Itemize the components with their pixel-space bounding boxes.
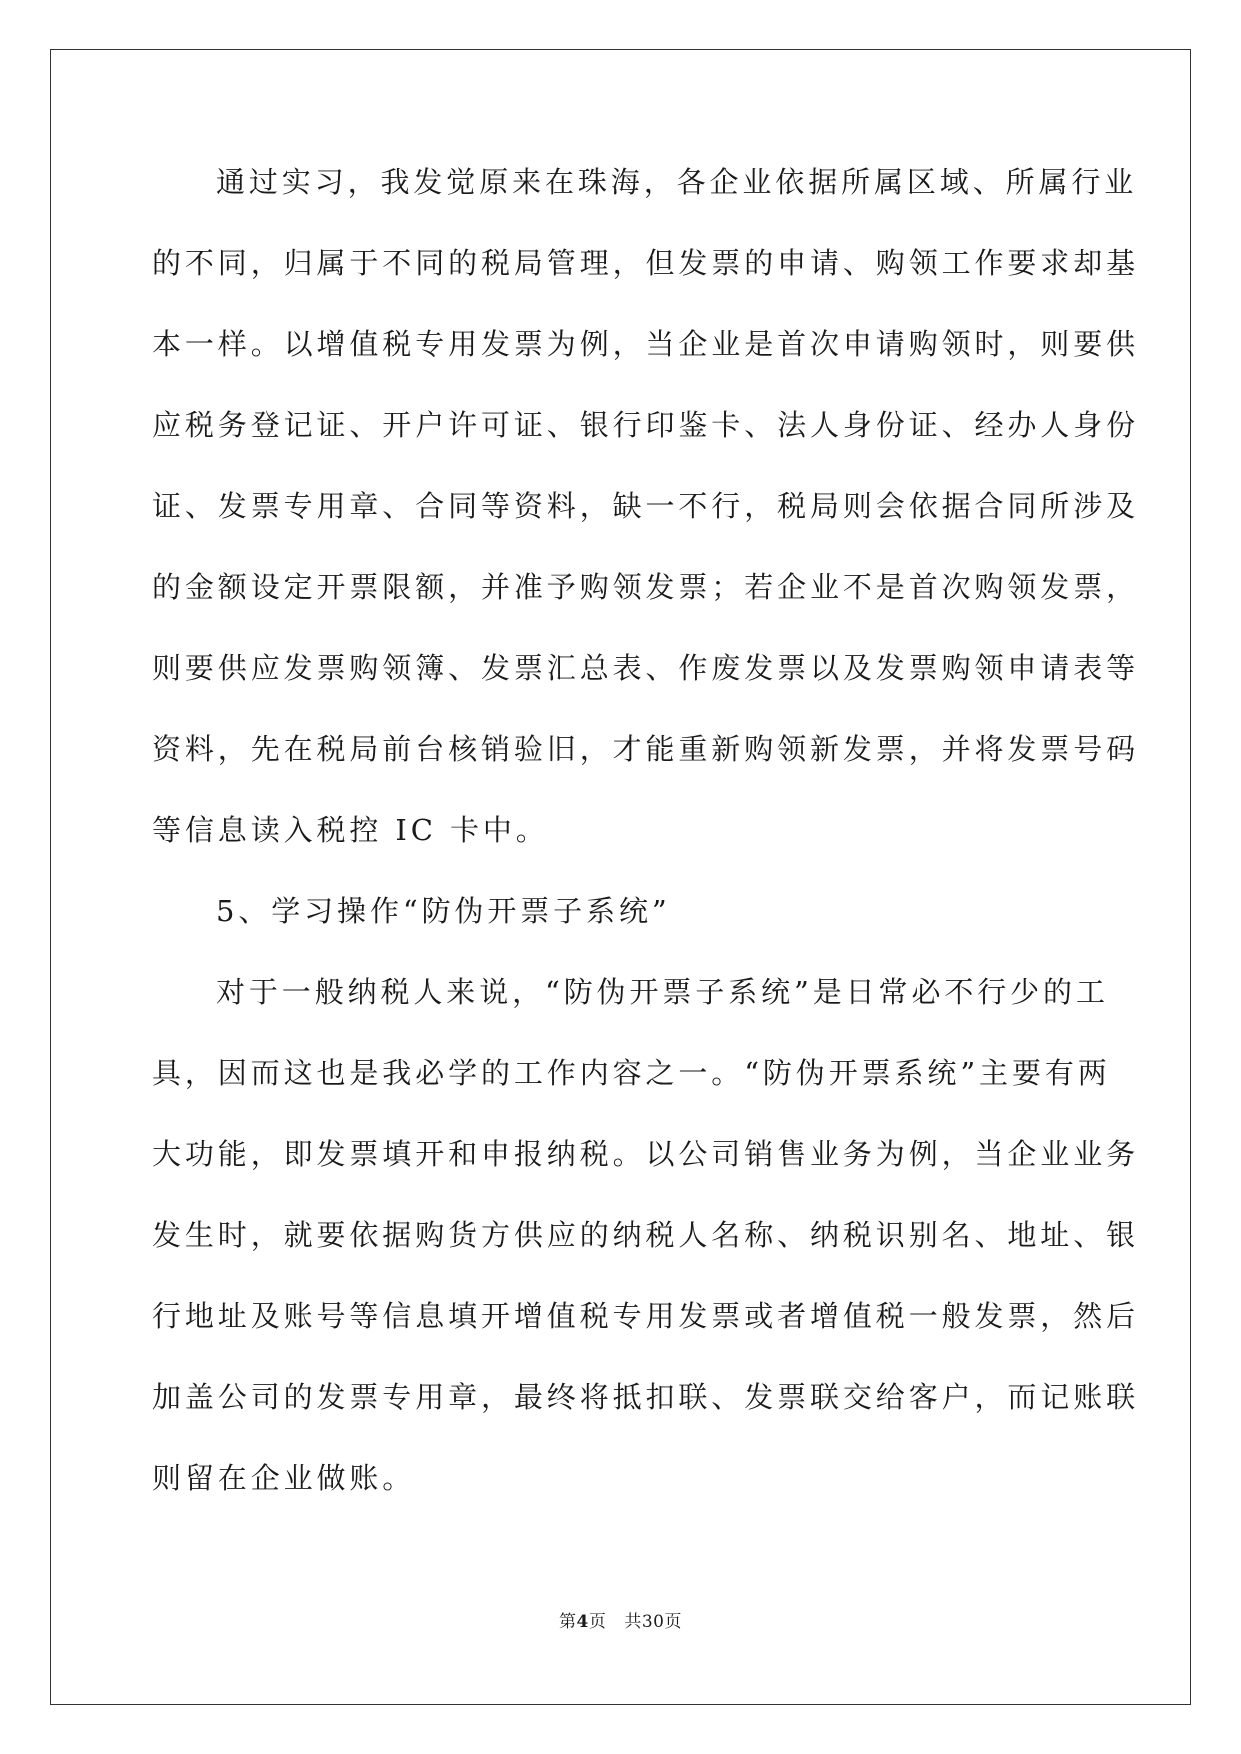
section-heading: 5、学习操作“防伪开票子系统”: [216, 894, 671, 928]
paragraph-line: 行地址及账号等信息填开增值税专用发票或者增值税一般发票，然后: [152, 1299, 1140, 1333]
paragraph-line: 资料，先在税局前台核销验旧，才能重新购领新发票，并将发票号码: [152, 732, 1140, 766]
page-number: 4: [576, 1612, 589, 1632]
paragraph-line: 证、发票专用章、合同等资料，缺一不行，税局则会依据合同所涉及: [152, 489, 1140, 523]
paragraph-line: 大功能，即发票填开和申报纳税。以公司销售业务为例，当企业业务: [152, 1137, 1140, 1171]
page-prefix: 第: [559, 1612, 577, 1632]
paragraph-line: 本一样。以增值税专用发票为例，当企业是首次申请购领时，则要供: [152, 327, 1140, 361]
page-footer: [0, 1611, 1241, 1633]
paragraph-line: 具，因而这也是我必学的工作内容之一。“防伪开票系统”主要有两: [152, 1056, 1111, 1090]
paragraph-line: 对于一般纳税人来说，“防伪开票子系统”是日常必不行少的工: [216, 975, 1109, 1009]
paragraph-line: 应税务登记证、开户许可证、银行印鉴卡、法人身份证、经办人身份: [152, 408, 1140, 442]
paragraph-line: 的不同，归属于不同的税局管理，但发票的申请、购领工作要求却基: [152, 246, 1140, 280]
paragraph-line: 则要供应发票购领簿、发票汇总表、作废发票以及发票购领申请表等: [152, 651, 1140, 685]
paragraph-line: 则留在企业做账。: [152, 1461, 416, 1495]
document-body: [152, 162, 1140, 1539]
paragraph-line: 发生时，就要依据购货方供应的纳税人名称、纳税识别名、地址、银: [152, 1218, 1140, 1252]
total-suffix: 页: [664, 1612, 682, 1632]
paragraph-line: 加盖公司的发票专用章，最终将抵扣联、发票联交给客户，而记账联: [152, 1380, 1140, 1414]
paragraph-line: 通过实习，我发觉原来在珠海，各企业依据所属区域、所属行业: [216, 165, 1138, 199]
total-prefix: 共: [624, 1612, 642, 1632]
total-pages: 30: [641, 1612, 665, 1632]
paragraph-line: 的金额设定开票限额，并准予购领发票；若企业不是首次购领发票，: [152, 570, 1140, 604]
paragraph-line: 等信息读入税控 IC 卡中。: [152, 813, 549, 847]
page-suffix: 页: [588, 1612, 607, 1632]
